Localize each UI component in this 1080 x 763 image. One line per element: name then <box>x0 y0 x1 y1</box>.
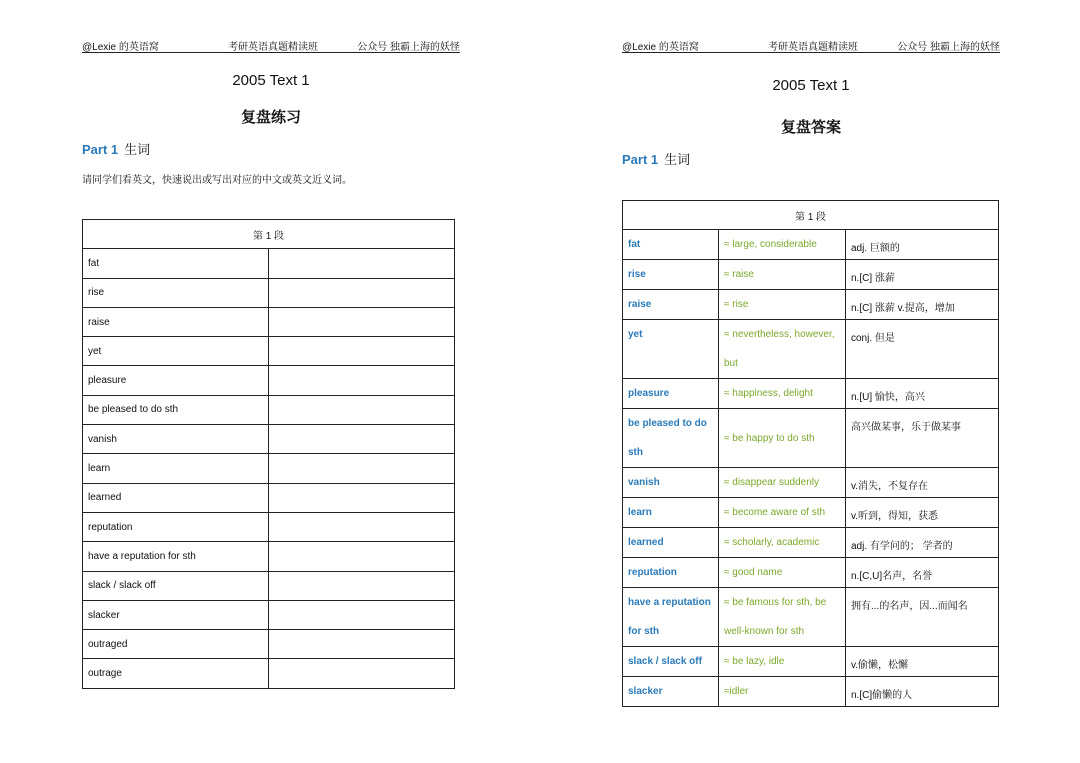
word-cell: have a reputation for sth <box>83 542 269 571</box>
word-cell: have a reputation for sth <box>623 588 719 647</box>
word-cell: outraged <box>83 630 269 659</box>
table-row <box>623 290 999 320</box>
table-row <box>623 468 999 498</box>
word-cell: learned <box>83 483 269 512</box>
table-row <box>623 498 999 528</box>
word-cell: learn <box>83 454 269 483</box>
synonym-cell: ≈ be happy to do sth <box>719 409 846 468</box>
table-row <box>83 366 455 395</box>
meaning-cell: 拥有...的名声，因...而闻名 <box>846 588 999 647</box>
part-number: Part 1 <box>82 142 119 157</box>
answer-cell[interactable] <box>269 630 455 659</box>
word-cell: slacker <box>83 600 269 629</box>
answer-cell[interactable] <box>269 571 455 600</box>
part-heading <box>622 149 690 168</box>
header-course: 考研英语真题精读班 <box>228 42 318 53</box>
word-cell: slack / slack off <box>623 647 719 677</box>
synonym-cell: ≈ good name <box>719 558 846 588</box>
table-row <box>623 677 999 707</box>
table-row <box>83 659 455 688</box>
word-cell: fat <box>83 249 269 278</box>
meaning-cell: n.[C] 涨薪 <box>846 260 999 290</box>
header-account: 公众号 独霸上海的妖怪 <box>897 42 1000 53</box>
meaning-cell: n.[C]偷懒的人 <box>846 677 999 707</box>
synonym-cell: ≈ large, considerable <box>719 230 846 260</box>
meaning-cell: v.偷懒，松懈 <box>846 647 999 677</box>
word-cell: pleasure <box>83 366 269 395</box>
part-label: 生词 <box>124 142 151 157</box>
answer-table <box>622 200 999 707</box>
answer-page <box>622 0 1000 763</box>
page-title: 2005 Text 1 <box>232 72 310 89</box>
header-author: @Lexie 的英语窝 <box>622 42 699 53</box>
page-header <box>82 38 460 53</box>
word-cell: learned <box>623 528 719 558</box>
table-row <box>623 230 999 260</box>
table-row <box>83 278 455 307</box>
answer-cell[interactable] <box>269 425 455 454</box>
answer-cell[interactable] <box>269 249 455 278</box>
table-row <box>83 512 455 541</box>
table-row <box>623 558 999 588</box>
table-row <box>83 395 455 424</box>
word-cell: raise <box>83 307 269 336</box>
table-row <box>83 483 455 512</box>
page-subtitle: 复盘答案 <box>780 119 841 136</box>
meaning-cell: 高兴做某事，乐于做某事 <box>846 409 999 468</box>
answer-cell[interactable] <box>269 395 455 424</box>
exercise-table <box>82 219 455 689</box>
word-cell: reputation <box>623 558 719 588</box>
table-row <box>83 630 455 659</box>
part-number: Part 1 <box>622 152 659 167</box>
synonym-cell: ≈ raise <box>719 260 846 290</box>
word-cell: learn <box>623 498 719 528</box>
table-row <box>623 409 999 468</box>
synonym-cell: ≈ rise <box>719 290 846 320</box>
header-author: @Lexie 的英语窝 <box>82 42 159 53</box>
table-row <box>623 260 999 290</box>
table-row <box>83 600 455 629</box>
meaning-cell: v.消失，不复存在 <box>846 468 999 498</box>
word-cell: reputation <box>83 512 269 541</box>
part-heading <box>82 139 150 158</box>
page-title: 2005 Text 1 <box>772 77 850 94</box>
answer-cell[interactable] <box>269 600 455 629</box>
table-row <box>83 542 455 571</box>
answer-cell[interactable] <box>269 366 455 395</box>
table-row <box>83 249 455 278</box>
meaning-cell: v.听到，得知，获悉 <box>846 498 999 528</box>
word-cell: rise <box>623 260 719 290</box>
synonym-cell: ≈ become aware of sth <box>719 498 846 528</box>
part-label: 生词 <box>664 152 691 167</box>
meaning-cell: n.[C] 涨薪 v.提高，增加 <box>846 290 999 320</box>
table-row <box>83 425 455 454</box>
word-cell: be pleased to do sth <box>83 395 269 424</box>
answer-cell[interactable] <box>269 542 455 571</box>
table-row <box>623 528 999 558</box>
table-row <box>623 647 999 677</box>
synonym-cell: ≈ happiness, delight <box>719 379 846 409</box>
word-cell: raise <box>623 290 719 320</box>
word-cell: outrage <box>83 659 269 688</box>
word-cell: yet <box>623 320 719 379</box>
synonym-cell: ≈ nevertheless, however, but <box>719 320 846 379</box>
synonym-cell: ≈ be famous for sth, be well-known for sth <box>719 588 846 647</box>
answer-cell[interactable] <box>269 278 455 307</box>
answer-cell[interactable] <box>269 337 455 366</box>
answer-cell[interactable] <box>269 483 455 512</box>
table-row <box>623 320 999 379</box>
word-cell: be pleased to do sth <box>623 409 719 468</box>
table-row <box>623 379 999 409</box>
word-cell: rise <box>83 278 269 307</box>
word-cell: vanish <box>83 425 269 454</box>
table-row <box>83 307 455 336</box>
answer-cell[interactable] <box>269 307 455 336</box>
table-header: 第 1 段 <box>83 220 455 249</box>
table-row <box>623 588 999 647</box>
meaning-cell: n.[U] 愉快，高兴 <box>846 379 999 409</box>
instruction-text: 请同学们看英文，快速说出或写出对应的中文或英文近义词。 <box>82 175 352 186</box>
synonym-cell: ≈idler <box>719 677 846 707</box>
header-account: 公众号 独霸上海的妖怪 <box>357 42 460 53</box>
synonym-cell: ≈ scholarly, academic <box>719 528 846 558</box>
word-cell: yet <box>83 337 269 366</box>
meaning-cell: n.[C,U]名声，名誉 <box>846 558 999 588</box>
table-header: 第 1 段 <box>623 201 999 230</box>
exercise-page <box>82 0 460 763</box>
page-subtitle: 复盘练习 <box>240 109 301 126</box>
answer-cell[interactable] <box>269 512 455 541</box>
table-row <box>83 454 455 483</box>
word-cell: vanish <box>623 468 719 498</box>
page-header <box>622 38 1000 53</box>
answer-cell[interactable] <box>269 454 455 483</box>
answer-cell[interactable] <box>269 659 455 688</box>
word-cell: pleasure <box>623 379 719 409</box>
synonym-cell: ≈ be lazy, idle <box>719 647 846 677</box>
word-cell: fat <box>623 230 719 260</box>
word-cell: slacker <box>623 677 719 707</box>
table-row <box>83 571 455 600</box>
header-course: 考研英语真题精读班 <box>768 42 858 53</box>
word-cell: slack / slack off <box>83 571 269 600</box>
meaning-cell: adj. 有学问的； 学者的 <box>846 528 999 558</box>
meaning-cell: adj. 巨额的 <box>846 230 999 260</box>
table-row <box>83 337 455 366</box>
meaning-cell: conj. 但是 <box>846 320 999 379</box>
synonym-cell: ≈ disappear suddenly <box>719 468 846 498</box>
